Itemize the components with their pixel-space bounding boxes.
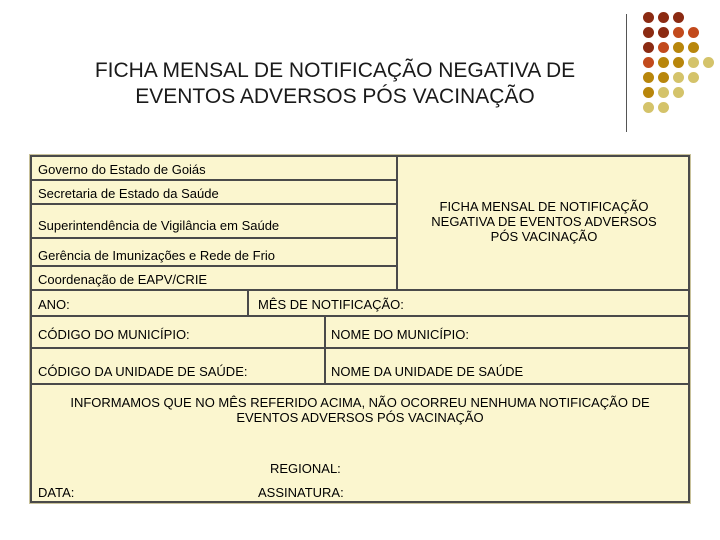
- decorative-divider: [626, 14, 627, 132]
- decorative-dot: [643, 57, 654, 68]
- decorative-dot: [658, 42, 669, 53]
- assinatura-label: ASSINATURA:: [258, 485, 344, 500]
- gerencia-label: Gerência de Imunizações e Rede de Frio: [38, 248, 276, 263]
- form-rule: [30, 179, 398, 181]
- data-label: DATA:: [38, 485, 75, 500]
- decorative-dot: [688, 42, 699, 53]
- decorative-dot: [643, 27, 654, 38]
- decorative-dot: [673, 12, 684, 23]
- coordenacao-label: Coordenação de EAPV/CRIE: [38, 272, 208, 287]
- regional-label: REGIONAL:: [270, 461, 341, 476]
- decorative-dot: [658, 87, 669, 98]
- form-side-title-line: NEGATIVA DE EVENTOS ADVERSOS: [431, 214, 657, 229]
- decorative-dot: [703, 57, 714, 68]
- form-side-title-line: PÓS VACINAÇÃO: [490, 229, 598, 244]
- governo-label: Governo do Estado de Goiás: [38, 162, 206, 177]
- form-rule: [30, 347, 690, 349]
- form-rule: [688, 155, 690, 503]
- decorative-dot: [673, 72, 684, 83]
- form-rule: [30, 315, 690, 317]
- decorative-dot: [643, 42, 654, 53]
- form-rule: [30, 155, 32, 503]
- decorative-dot: [658, 57, 669, 68]
- ano-field-label: ANO:: [38, 297, 70, 312]
- slide-title-line-1: FICHA MENSAL DE NOTIFICAÇÃO NEGATIVA DE: [94, 59, 576, 82]
- decorative-dot: [658, 72, 669, 83]
- decorative-dot: [688, 72, 699, 83]
- nome-unidade-label: NOME DA UNIDADE DE SAÚDE: [331, 364, 524, 379]
- notification-form: [30, 155, 690, 503]
- slide-title-line-2: EVENTOS ADVERSOS PÓS VACINAÇÃO: [135, 85, 535, 108]
- decorative-dot: [673, 87, 684, 98]
- decorative-dot: [658, 102, 669, 113]
- form-rule: [30, 289, 690, 291]
- form-rule: [30, 383, 690, 385]
- form-rule: [30, 155, 690, 157]
- negative-statement-line: EVENTOS ADVERSOS PÓS VACINAÇÃO: [236, 410, 484, 425]
- decorative-dot: [643, 102, 654, 113]
- form-rule: [30, 265, 398, 267]
- decorative-dot: [673, 27, 684, 38]
- form-rule: [396, 155, 398, 291]
- form-rule: [324, 315, 326, 385]
- decorative-dot: [658, 12, 669, 23]
- decorative-dot: [688, 27, 699, 38]
- form-rule: [30, 203, 398, 205]
- mes-field-label: MÊS DE NOTIFICAÇÃO:: [258, 297, 404, 312]
- decorative-dot: [643, 72, 654, 83]
- negative-statement: [34, 395, 686, 425]
- nome-municipio-label: NOME DO MUNICÍPIO:: [331, 327, 469, 342]
- decorative-dot: [643, 12, 654, 23]
- codigo-unidade-label: CÓDIGO DA UNIDADE DE SAÚDE:: [38, 364, 248, 379]
- slide-title: [40, 58, 630, 110]
- form-rule: [30, 501, 690, 503]
- decorative-dot: [673, 57, 684, 68]
- secretaria-label: Secretaria de Estado da Saúde: [38, 186, 219, 201]
- form-side-title: [400, 199, 688, 244]
- negative-statement-line: INFORMAMOS QUE NO MÊS REFERIDO ACIMA, NÃO OCORREU NENHUMA NOTIFICAÇÃO DE: [70, 395, 650, 410]
- form-rule: [247, 289, 249, 317]
- decorative-dot: [673, 42, 684, 53]
- decorative-dot: [643, 87, 654, 98]
- codigo-municipio-label: CÓDIGO DO MUNICÍPIO:: [38, 327, 190, 342]
- form-side-title-line: FICHA MENSAL DE NOTIFICAÇÃO: [439, 199, 649, 214]
- decorative-dot: [658, 27, 669, 38]
- decorative-dot: [688, 57, 699, 68]
- form-rule: [30, 237, 398, 239]
- superintendencia-label: Superintendência de Vigilância em Saúde: [38, 218, 280, 233]
